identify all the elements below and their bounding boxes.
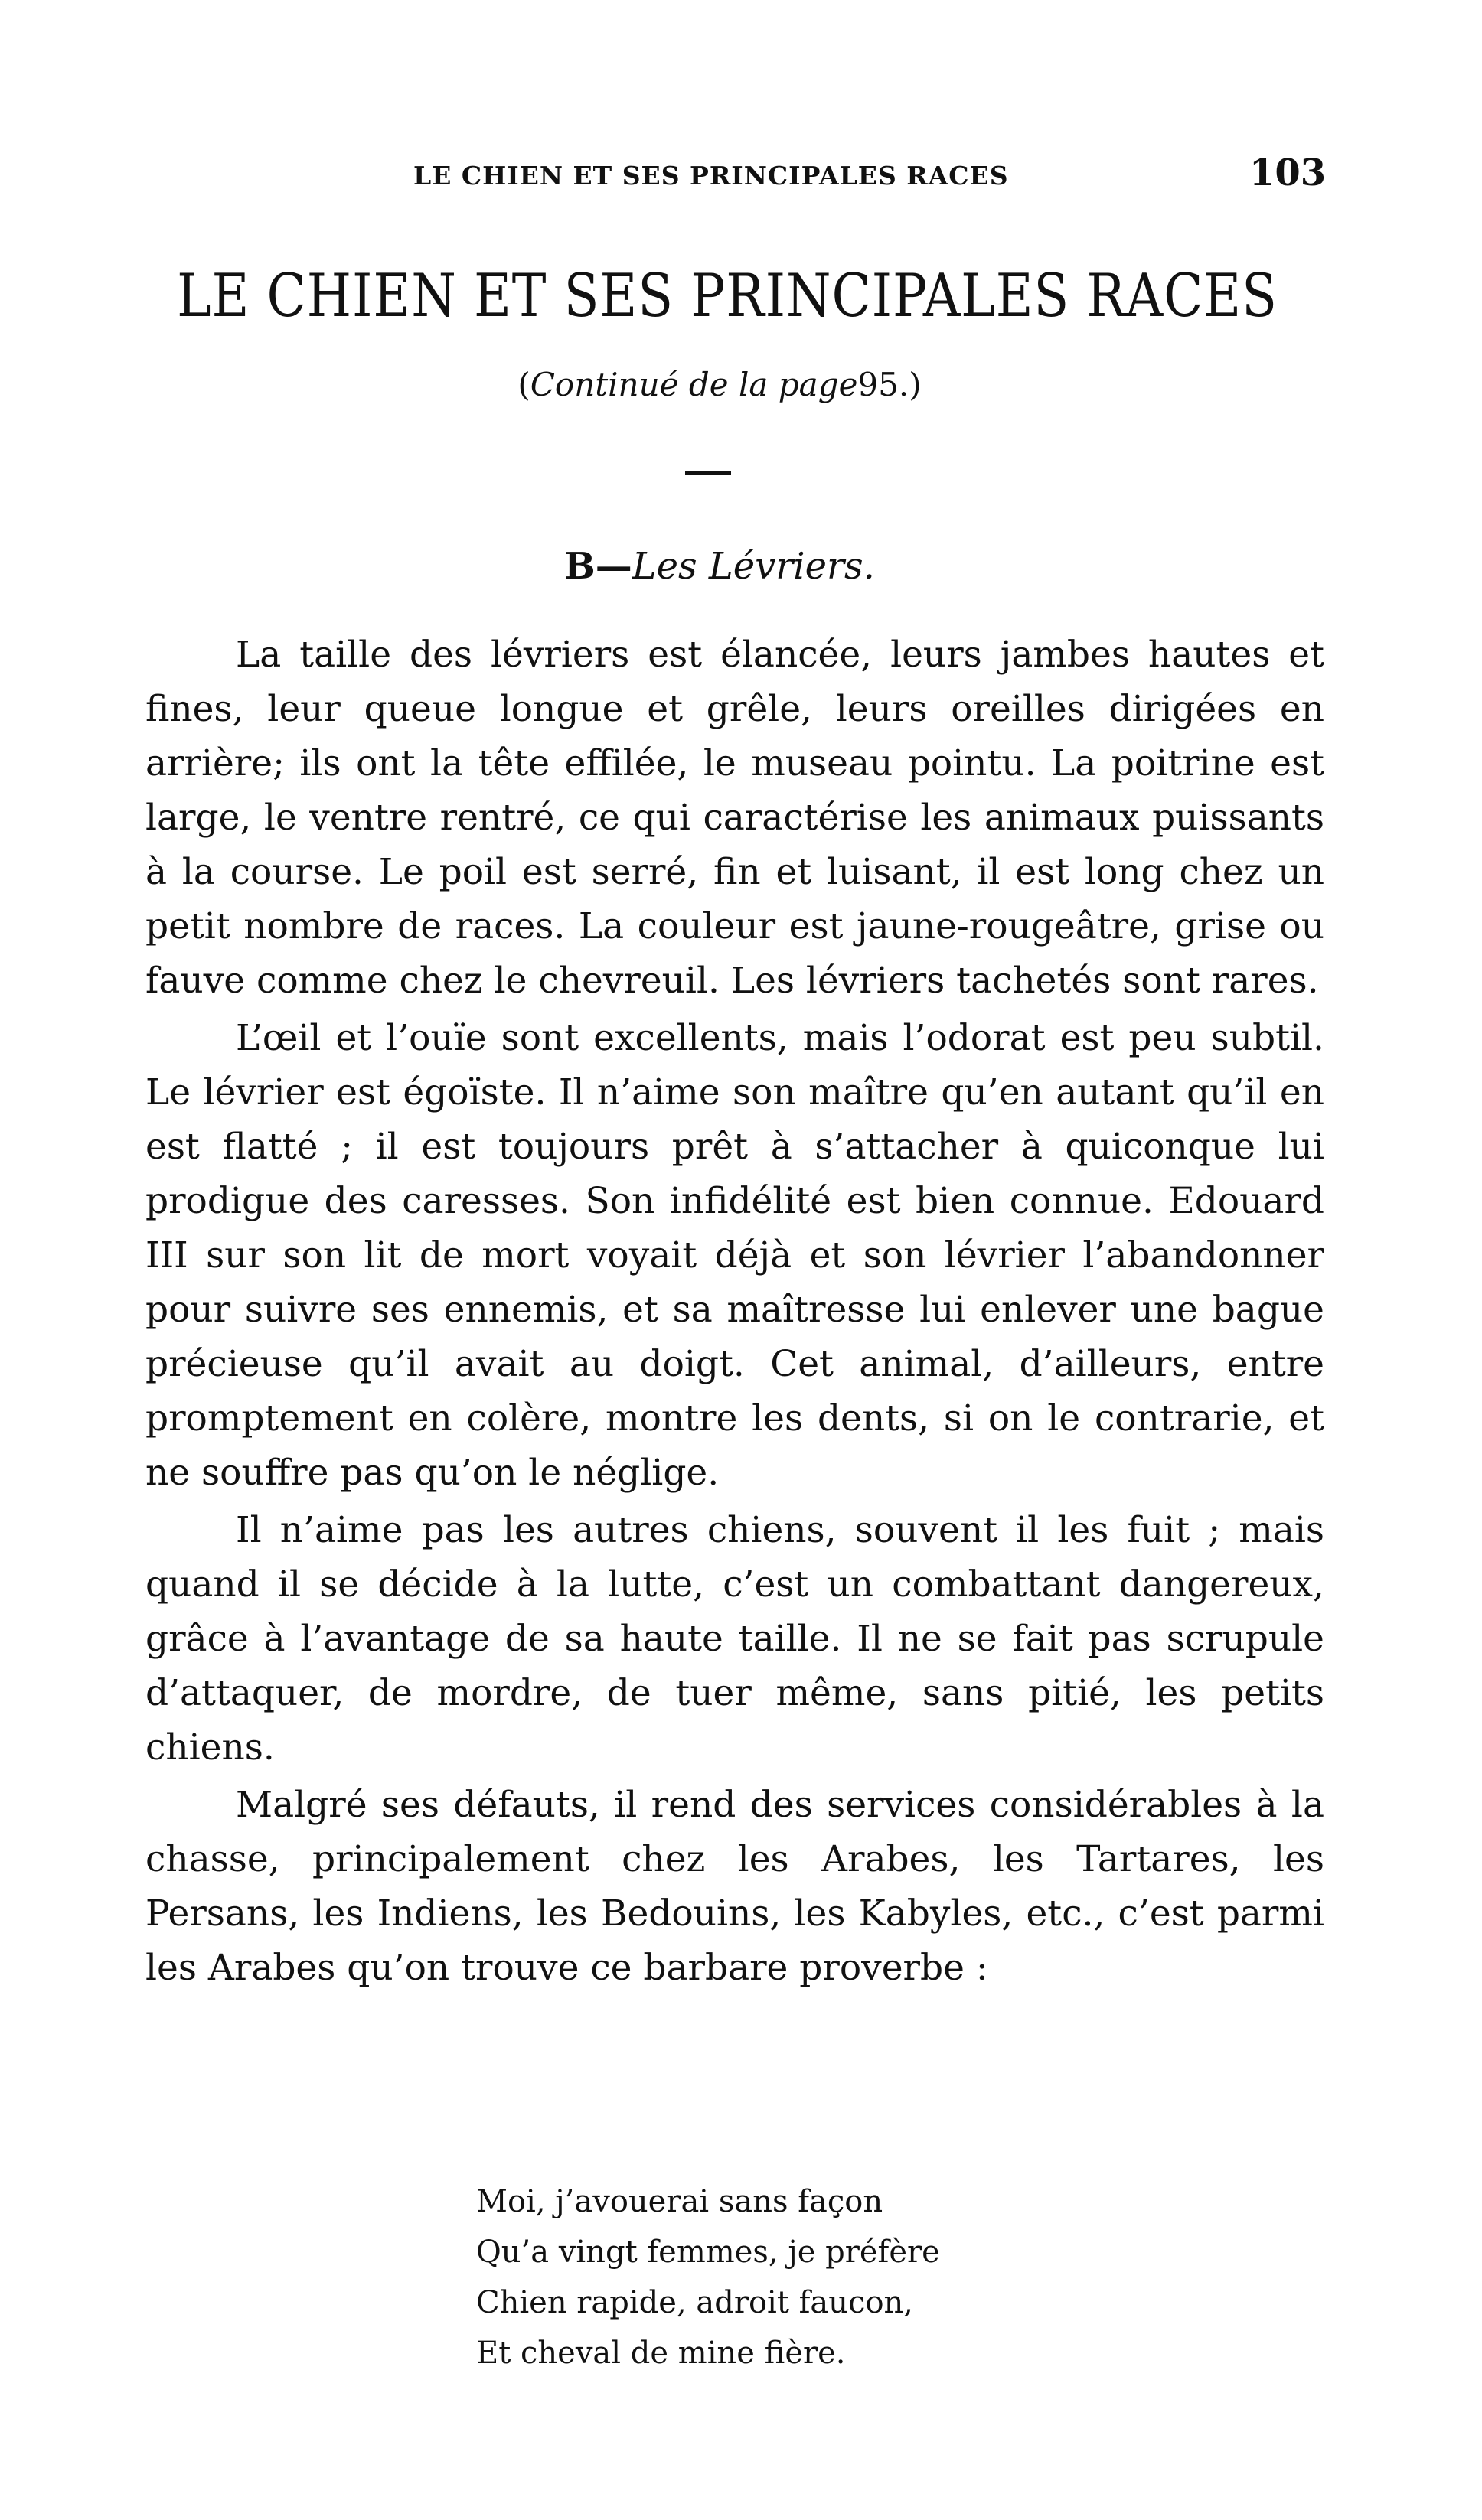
article-body xyxy=(145,628,1324,1998)
subtitle-open-paren: ( xyxy=(517,366,530,403)
paragraph: Il n’aime pas les autres chiens, souvent il les fuit ; mais quand il se décide à la lutte, c’est un combattant dangereux, grâce à l’avantage de sa haute taille. Il ne se fait pas scrupule d’attaquer, de mordre, de tuer même, sans pitié, les petits chiens. xyxy=(145,1509,1324,1769)
paragraph: L’œil et l’ouïe sont excellents, mais l’odorat est peu subtil. Le lévrier est égoïste. Il n’aime son maître qu’en autant qu’il en est flatté ; il est toujours prêt à s’attacher à quiconque lui prodigue des caresses. Son infidélité est bien connue. Edouard III sur son lit de mort voyait déjà et son lévrier l’abandonner pour suivre ses ennemis, et sa maîtresse lui enlever une bague précieuse qu’il avait au doigt. Cet animal, d’ailleurs, entre promptement en colère, montre les dents, si on le contrarie, et ne souffre pas qu’on le néglige. xyxy=(145,1017,1324,1494)
running-header: LE CHIEN ET SES PRINCIPALES RACES xyxy=(413,161,1009,191)
paragraph: La taille des lévriers est élancée, leurs jambes hautes et fines, leur queue longue et grêle, leurs oreilles dirigées en arrière; ils ont la tête effilée, le museau pointu. La poitrine est large, le ventre rentré, ce qui caractérise les animaux puissants à la course. Le poil est serré, fin et luisant, il est long chez un petit nombre de races. La couleur est jaune-rougeâtre, grise ou fauve comme chez le chevreuil. Les lévriers tachetés sont rares. xyxy=(145,634,1324,1002)
subtitle-close-paren: ) xyxy=(909,366,922,403)
subtitle-page-ref: 95. xyxy=(857,366,909,403)
page-number: 103 xyxy=(1249,152,1327,194)
article-title: LE CHIEN ET SES PRINCIPALES RACES xyxy=(177,262,1278,331)
section-heading xyxy=(0,545,1439,588)
proverb-poem xyxy=(476,2176,940,2378)
poem-line: Et cheval de mine fière. xyxy=(476,2336,846,2371)
paragraph: Malgré ses défauts, il rend des services considérables à la chasse, principalement chez les Arabes, les Tartares, les Persans, les Indiens, les Bedouins, les Kabyles, etc., c’est parmi les Arabes qu’on trouve ce barbare proverbe : xyxy=(145,1784,1324,1989)
poem-line: Moi, j’avouerai sans façon xyxy=(476,2184,883,2219)
poem-line: Qu’a vingt femmes, je préfère xyxy=(476,2235,940,2270)
subtitle-continued: Continué de la page xyxy=(530,366,858,403)
article-subtitle xyxy=(0,366,1439,403)
section-title: Les Lévriers. xyxy=(632,545,875,588)
section-divider xyxy=(685,471,731,475)
poem-line: Chien rapide, adroit faucon, xyxy=(476,2285,913,2320)
section-label: B— xyxy=(564,545,632,588)
